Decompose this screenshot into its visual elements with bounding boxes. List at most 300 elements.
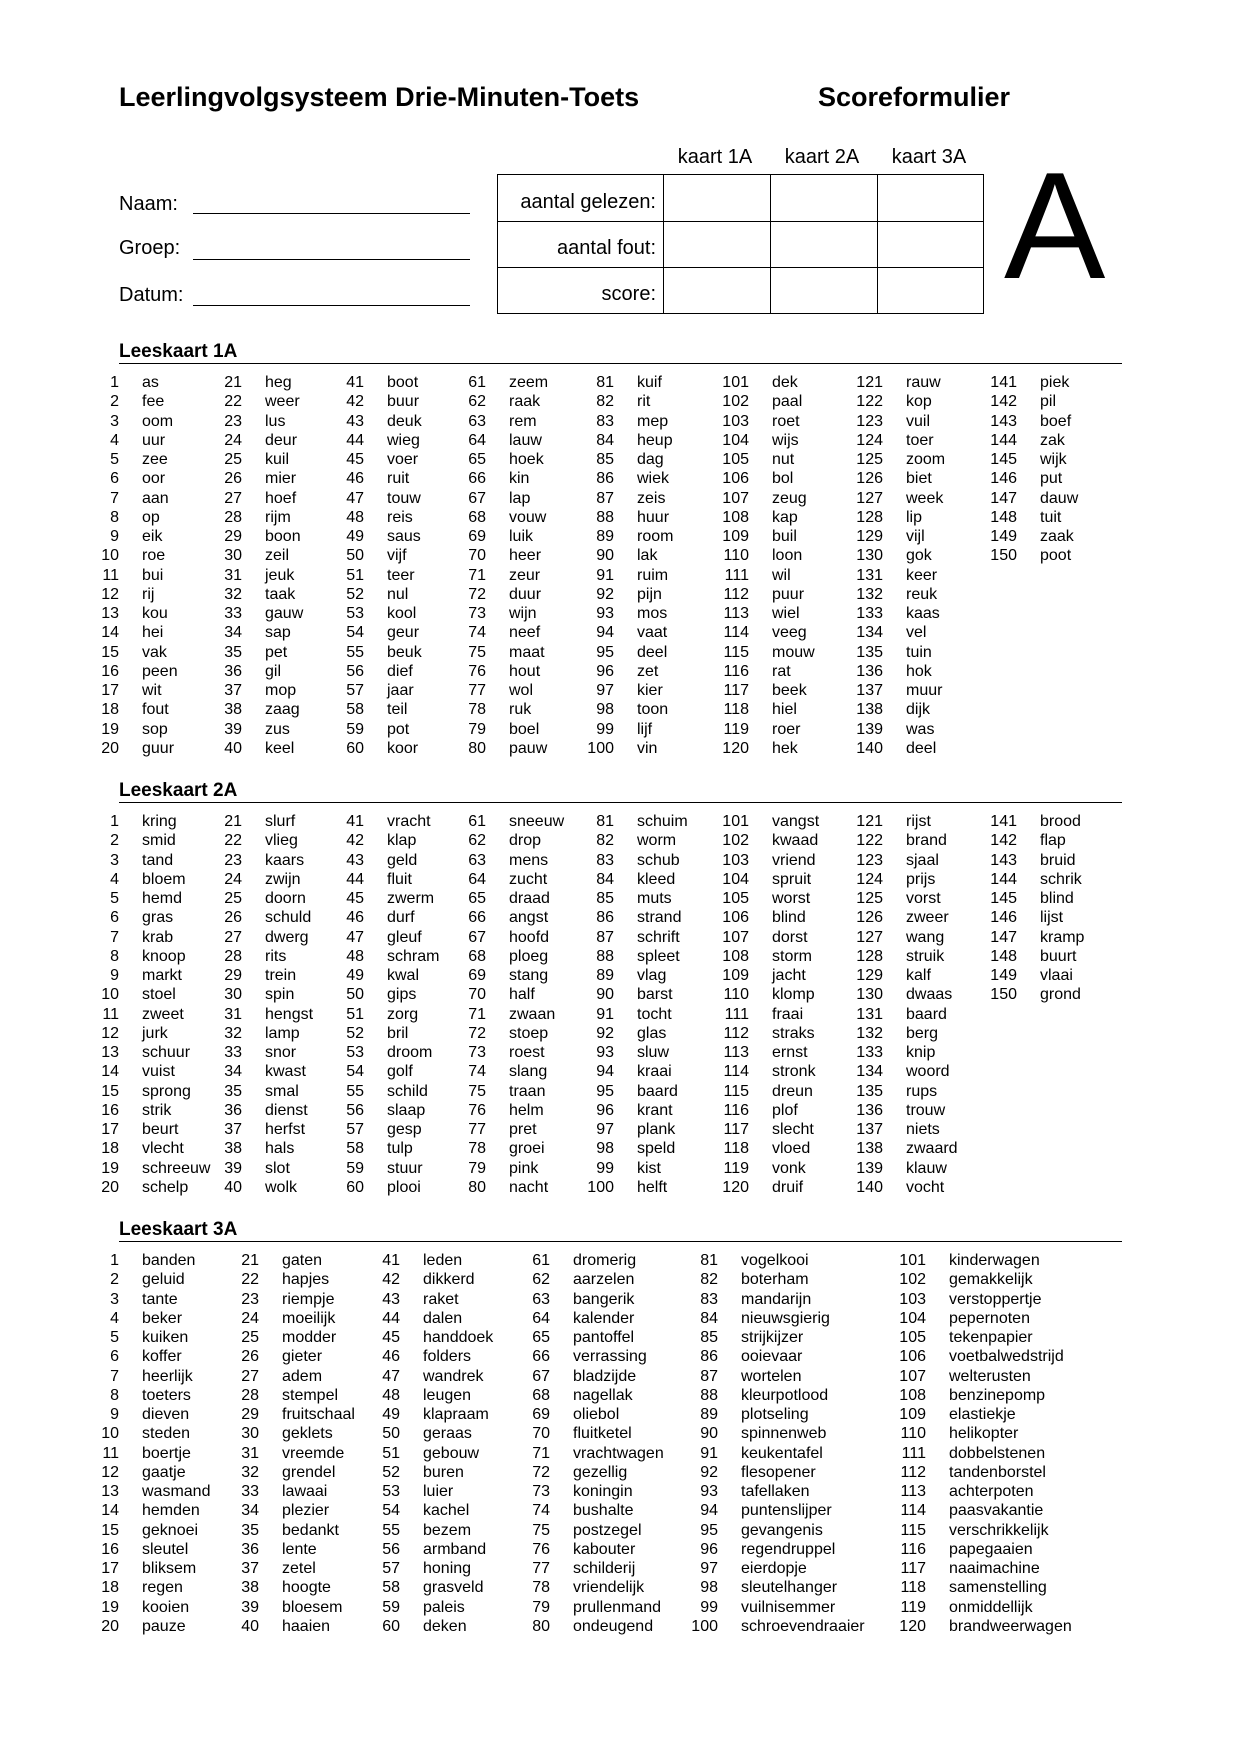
score-cell[interactable] — [664, 268, 770, 313]
form-title: Scoreformulier — [818, 82, 1011, 112]
word-number: 97 — [596, 682, 614, 699]
word-text: welterusten — [949, 1367, 1031, 1385]
word-number: 142 — [990, 832, 1017, 850]
word-text: oor — [142, 470, 166, 488]
word-text: schram — [387, 947, 440, 965]
word-text: roer — [772, 720, 801, 738]
word-number: 60 — [346, 1178, 364, 1196]
word-text: regendruppel — [741, 1540, 836, 1558]
word-text: raket — [423, 1290, 459, 1308]
word-text: ploeg — [509, 947, 549, 965]
word-number: 18 — [101, 701, 119, 719]
word-column — [766, 1251, 1072, 1636]
word-number: 82 — [700, 1271, 718, 1289]
word-text: loon — [772, 547, 803, 565]
word-text: lente — [282, 1540, 317, 1558]
word-text: heg — [265, 374, 292, 391]
word-number: 53 — [382, 1483, 400, 1500]
word-number: 118 — [723, 701, 749, 719]
word-number: 145 — [990, 890, 1017, 907]
word-number: 64 — [468, 870, 486, 888]
word-number: 143 — [990, 851, 1017, 869]
word-text: wasmand — [142, 1483, 211, 1500]
word-item — [558, 1540, 836, 1559]
word-text: mier — [265, 470, 297, 488]
word-text: tocht — [637, 1005, 672, 1023]
word-text: beek — [772, 682, 807, 699]
word-number: 50 — [382, 1425, 400, 1443]
word-text: dromerig — [573, 1252, 637, 1269]
word-number: 49 — [346, 967, 364, 984]
word-number: 138 — [856, 1140, 883, 1158]
word-text: storm — [772, 947, 812, 965]
word-text: hoogte — [282, 1579, 331, 1597]
word-item — [558, 1309, 830, 1328]
word-item — [723, 566, 938, 585]
word-text: bangerik — [573, 1290, 635, 1308]
word-number: 35 — [224, 1082, 242, 1100]
word-text: jacht — [772, 967, 806, 984]
word-text: leden — [423, 1252, 463, 1269]
word-number: 27 — [224, 489, 242, 507]
word-text: weer — [265, 393, 300, 411]
word-text: gil — [265, 662, 282, 680]
word-text: buil — [772, 528, 797, 545]
word-number: 38 — [224, 1140, 242, 1158]
name-field[interactable] — [193, 213, 470, 214]
word-text: wijn — [509, 605, 537, 622]
word-text: baard — [637, 1082, 678, 1100]
word-text: elastiekje — [949, 1406, 1016, 1423]
word-number: 36 — [241, 1540, 259, 1558]
word-text: vracht — [387, 813, 431, 830]
word-number: 3 — [110, 412, 119, 430]
word-text: dauw — [1040, 489, 1079, 507]
word-text: reuk — [906, 585, 938, 603]
word-text: guur — [142, 739, 175, 757]
word-text: bezem — [423, 1521, 472, 1539]
word-text: kinderwagen — [949, 1252, 1040, 1269]
score-cell[interactable] — [878, 222, 984, 267]
word-number: 47 — [346, 928, 364, 946]
word-text: benzinepomp — [949, 1386, 1046, 1404]
word-number: 9 — [110, 528, 119, 545]
word-number: 118 — [900, 1579, 926, 1597]
word-text: reis — [387, 508, 413, 526]
section-title-leeskaart-2a: Leeskaart 2A — [119, 780, 238, 801]
word-number: 117 — [900, 1560, 926, 1577]
word-number: 13 — [101, 605, 119, 622]
word-text: kaars — [265, 851, 305, 869]
word-text: grasveld — [423, 1579, 484, 1597]
word-text: stronk — [772, 1063, 816, 1081]
word-text: onmiddellijk — [949, 1598, 1033, 1616]
word-number: 37 — [224, 682, 242, 699]
word-number: 61 — [532, 1252, 550, 1269]
word-number: 32 — [224, 585, 242, 603]
word-text: vangst — [772, 813, 820, 830]
word-number: 132 — [856, 1024, 883, 1042]
word-text: pet — [265, 643, 288, 661]
word-text: druif — [772, 1178, 804, 1196]
word-number: 23 — [241, 1290, 259, 1308]
score-cell[interactable] — [664, 222, 770, 267]
word-number: 59 — [346, 720, 364, 738]
word-number: 139 — [856, 1159, 883, 1177]
word-number: 39 — [224, 720, 242, 738]
word-text: schuur — [142, 1044, 191, 1061]
word-item — [766, 1463, 1046, 1482]
word-text: keer — [906, 566, 938, 584]
word-number: 41 — [346, 374, 364, 391]
word-text: hiel — [772, 701, 797, 719]
word-text: duur — [509, 585, 542, 603]
score-cell[interactable] — [878, 175, 984, 221]
word-number: 62 — [532, 1271, 550, 1289]
word-text: luik — [509, 528, 534, 545]
word-number: 137 — [856, 1121, 883, 1138]
word-text: rauw — [906, 374, 941, 391]
word-item — [558, 1270, 809, 1289]
word-number: 96 — [596, 1101, 614, 1119]
word-text: lip — [906, 508, 923, 526]
word-item — [766, 1598, 1033, 1617]
word-text: markt — [142, 967, 182, 984]
word-column — [857, 373, 1079, 566]
word-number: 12 — [101, 1024, 119, 1042]
word-item — [723, 1120, 940, 1139]
word-text: lijf — [637, 720, 653, 738]
word-text: week — [906, 489, 944, 507]
word-item — [723, 1101, 946, 1120]
word-text: kring — [142, 813, 177, 830]
word-text: mop — [265, 682, 297, 699]
word-text: dikkerd — [423, 1271, 475, 1289]
word-number: 102 — [899, 1271, 926, 1289]
word-text: zeil — [265, 547, 290, 565]
word-text: folders — [423, 1348, 472, 1366]
word-text: zetel — [282, 1560, 316, 1577]
word-number: 42 — [346, 393, 364, 411]
word-text: spruit — [772, 870, 812, 888]
word-number: 106 — [722, 909, 749, 927]
word-number: 55 — [346, 643, 364, 661]
word-number: 63 — [532, 1290, 550, 1308]
word-text: plooi — [387, 1178, 421, 1196]
word-number: 89 — [700, 1406, 718, 1423]
word-number: 22 — [224, 832, 242, 850]
word-text: wang — [906, 928, 945, 946]
word-text: mens — [509, 851, 549, 869]
word-number: 54 — [346, 624, 364, 642]
word-number: 135 — [856, 1082, 883, 1100]
word-text: tekenpapier — [949, 1329, 1033, 1346]
word-number: 91 — [700, 1444, 718, 1462]
word-item — [558, 1463, 816, 1482]
word-number: 97 — [596, 1121, 614, 1138]
word-text: kalf — [906, 967, 931, 984]
word-item — [723, 720, 935, 739]
word-number: 34 — [224, 624, 242, 642]
word-number: 109 — [722, 528, 749, 545]
word-text: schrift — [637, 928, 680, 946]
word-text: vreemde — [282, 1444, 345, 1462]
word-text: berg — [906, 1024, 939, 1042]
word-text: vriend — [772, 851, 816, 869]
word-text: lak — [637, 547, 658, 565]
word-number: 16 — [101, 662, 119, 680]
word-number: 43 — [382, 1290, 400, 1308]
group-field[interactable] — [193, 259, 470, 260]
word-number: 75 — [468, 643, 486, 661]
word-text: handdoek — [423, 1329, 494, 1346]
word-text: spinnenweb — [741, 1425, 827, 1443]
word-item — [857, 412, 1072, 431]
word-number: 145 — [990, 451, 1017, 468]
word-item — [857, 831, 1066, 850]
word-item — [857, 985, 1081, 1004]
word-number: 15 — [101, 1521, 119, 1539]
word-number: 80 — [468, 739, 486, 757]
word-number: 72 — [468, 1024, 486, 1042]
word-number: 17 — [101, 1121, 119, 1138]
word-text: niets — [906, 1121, 940, 1138]
word-number: 89 — [596, 528, 614, 545]
word-number: 45 — [346, 451, 364, 468]
word-text: woord — [906, 1063, 950, 1081]
word-text: kwaad — [772, 832, 819, 850]
word-text: rits — [265, 947, 287, 965]
word-text: geknoei — [142, 1521, 199, 1539]
word-text: eik — [142, 528, 163, 545]
word-number: 95 — [596, 643, 614, 661]
word-number: 148 — [990, 947, 1017, 965]
word-number: 65 — [468, 890, 486, 907]
word-text: brand — [906, 832, 947, 850]
word-item — [766, 1482, 1034, 1501]
word-number: 8 — [110, 947, 119, 965]
word-text: durf — [387, 909, 415, 927]
word-number: 118 — [723, 1140, 749, 1158]
word-text: boel — [509, 720, 540, 738]
word-text: vlaai — [1040, 967, 1073, 984]
word-number: 120 — [722, 739, 749, 757]
score-cell[interactable] — [771, 222, 877, 267]
word-text: smal — [265, 1082, 299, 1100]
word-text: papegaaien — [949, 1540, 1033, 1558]
word-number: 95 — [700, 1521, 718, 1539]
word-number: 110 — [723, 547, 749, 565]
word-number: 134 — [856, 624, 883, 642]
word-text: lamp — [265, 1024, 300, 1042]
word-number: 71 — [468, 1005, 486, 1023]
word-number: 108 — [722, 947, 749, 965]
word-text: vuil — [906, 412, 931, 430]
word-text: verschrikkelijk — [949, 1521, 1049, 1539]
word-number: 102 — [722, 393, 749, 411]
word-number: 13 — [101, 1483, 119, 1500]
word-number: 44 — [346, 431, 364, 449]
word-text: herfst — [265, 1121, 306, 1138]
word-text: gieter — [282, 1348, 323, 1366]
word-text: put — [1040, 470, 1063, 488]
word-number: 19 — [101, 720, 119, 738]
word-number: 104 — [722, 431, 749, 449]
word-text: snor — [265, 1044, 297, 1061]
word-text: klap — [387, 832, 417, 850]
word-text: voetbalwedstrijd — [949, 1348, 1064, 1366]
word-text: touw — [387, 489, 421, 507]
word-column — [558, 1251, 865, 1636]
word-item — [766, 1251, 1040, 1270]
word-number: 130 — [856, 986, 883, 1004]
word-number: 28 — [224, 947, 242, 965]
word-number: 112 — [723, 1024, 749, 1042]
word-number: 69 — [532, 1406, 550, 1423]
word-number: 99 — [700, 1598, 718, 1616]
word-text: fee — [142, 393, 165, 411]
word-text: tafellaken — [741, 1483, 810, 1500]
word-number: 70 — [468, 986, 486, 1004]
word-text: doorn — [265, 890, 306, 907]
word-number: 87 — [596, 489, 614, 507]
word-text: golf — [387, 1063, 413, 1081]
word-item — [857, 431, 1065, 450]
word-number: 144 — [990, 870, 1017, 888]
score-cell[interactable] — [664, 175, 770, 221]
word-text: helikopter — [949, 1425, 1019, 1443]
word-text: heerlijk — [142, 1367, 193, 1385]
word-item — [723, 700, 931, 719]
word-number: 144 — [990, 431, 1017, 449]
word-text: slurf — [265, 813, 296, 830]
word-text: kabouter — [573, 1540, 636, 1558]
word-number: 122 — [856, 393, 883, 411]
word-text: kachel — [423, 1502, 470, 1520]
score-cell[interactable] — [771, 268, 877, 313]
word-number: 16 — [101, 1540, 119, 1558]
word-number: 137 — [856, 682, 883, 699]
word-number: 15 — [101, 1082, 119, 1100]
word-number: 30 — [224, 986, 242, 1004]
word-number: 146 — [990, 470, 1017, 488]
word-number: 96 — [700, 1540, 718, 1558]
word-text: gaatje — [142, 1463, 186, 1481]
word-text: vorst — [906, 890, 941, 907]
word-text: trein — [265, 967, 297, 984]
word-number: 43 — [346, 851, 364, 869]
word-number: 9 — [110, 1406, 119, 1423]
word-item — [766, 1540, 1033, 1559]
word-number: 76 — [532, 1540, 550, 1558]
word-number: 34 — [224, 1063, 242, 1081]
word-item — [723, 623, 927, 642]
word-item — [723, 1178, 945, 1197]
word-text: kap — [772, 508, 798, 526]
word-number: 101 — [722, 813, 749, 830]
word-text: plof — [772, 1101, 798, 1119]
word-number: 115 — [900, 1521, 926, 1539]
word-number: 30 — [224, 547, 242, 565]
word-number: 54 — [346, 1063, 364, 1081]
word-text: kleed — [637, 870, 676, 888]
word-number: 41 — [346, 813, 364, 830]
word-text: paleis — [423, 1598, 465, 1616]
word-text: rups — [906, 1082, 938, 1100]
word-text: draad — [509, 890, 550, 907]
word-number: 121 — [856, 813, 883, 830]
word-text: samenstelling — [949, 1579, 1047, 1597]
score-table — [497, 174, 984, 314]
word-number: 39 — [241, 1598, 259, 1616]
word-number: 10 — [101, 1425, 119, 1443]
word-number: 75 — [532, 1521, 550, 1539]
word-number: 51 — [346, 1005, 364, 1023]
score-cell[interactable] — [771, 175, 877, 221]
word-number: 11 — [102, 1005, 119, 1023]
word-text: piek — [1040, 374, 1070, 391]
date-field[interactable] — [193, 305, 470, 306]
word-number: 11 — [102, 1444, 119, 1462]
word-text: teil — [387, 701, 408, 719]
word-number: 124 — [856, 870, 883, 888]
word-text: buren — [423, 1463, 464, 1481]
word-text: rij — [142, 585, 155, 603]
word-number: 119 — [723, 1159, 749, 1177]
word-text: tand — [142, 851, 174, 869]
word-text: slang — [509, 1063, 548, 1081]
word-number: 131 — [856, 1005, 883, 1023]
word-text: worm — [637, 832, 677, 850]
word-item — [723, 585, 938, 604]
word-number: 31 — [241, 1444, 259, 1462]
word-number: 129 — [856, 528, 883, 545]
word-text: dreun — [772, 1082, 813, 1100]
word-number: 105 — [899, 1329, 926, 1346]
word-text: maat — [509, 643, 545, 661]
word-number: 67 — [468, 489, 486, 507]
column-header-kaart-1a: kaart 1A — [677, 146, 753, 168]
word-text: dief — [387, 662, 413, 680]
word-number: 93 — [596, 605, 614, 622]
word-number: 78 — [532, 1579, 550, 1597]
word-text: dijk — [906, 701, 931, 719]
column-header-kaart-3a: kaart 3A — [891, 146, 967, 168]
word-text: kwal — [387, 967, 420, 984]
word-text: naaimachine — [949, 1560, 1040, 1577]
word-text: fluitketel — [573, 1425, 632, 1443]
word-number: 85 — [596, 890, 614, 907]
word-number: 3 — [110, 851, 119, 869]
word-number: 123 — [856, 412, 883, 430]
word-number: 21 — [224, 374, 242, 391]
word-text: wolk — [265, 1178, 298, 1196]
score-cell[interactable] — [878, 268, 984, 313]
word-number: 121 — [856, 374, 883, 391]
section-title-leeskaart-1a: Leeskaart 1A — [119, 341, 238, 362]
word-number: 73 — [532, 1483, 550, 1500]
section-divider — [119, 1241, 1122, 1242]
word-text: voer — [387, 451, 419, 468]
word-text: banden — [142, 1252, 196, 1269]
word-number: 103 — [722, 412, 749, 430]
word-item — [857, 469, 1063, 488]
word-text: kramp — [1040, 928, 1085, 946]
word-number: 25 — [224, 451, 242, 468]
word-item — [857, 851, 1076, 870]
word-number: 76 — [468, 1101, 486, 1119]
word-number: 27 — [224, 928, 242, 946]
